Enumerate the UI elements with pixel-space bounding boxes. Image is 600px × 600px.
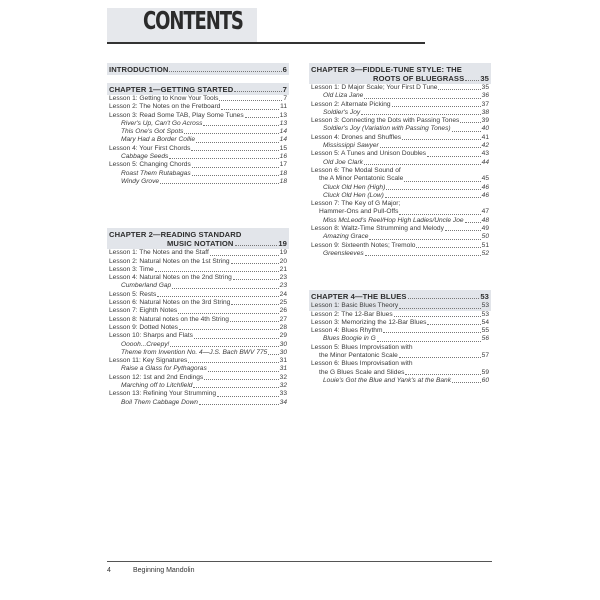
leader-dots [385, 197, 481, 198]
chapter-2-page: 19 [278, 238, 287, 248]
entry-page: 30 [279, 340, 287, 348]
leader-dots [452, 382, 481, 383]
entry-page: 16 [279, 153, 287, 161]
entry-page: 36 [481, 92, 489, 100]
toc-lesson-entry[interactable] [309, 84, 491, 92]
leader-dots [394, 316, 481, 317]
leader-dots [203, 125, 278, 126]
entry-page: 42 [481, 142, 489, 150]
entry-page: 24 [279, 290, 287, 298]
leader-dots [192, 175, 279, 176]
toc-lesson-entry[interactable] [309, 101, 491, 109]
entry-page: 59 [481, 368, 489, 376]
toc-tune-entry[interactable] [107, 128, 289, 136]
footer-book-title: Beginning Mandolin [133, 567, 195, 574]
leader-dots [402, 139, 481, 140]
leader-dots [380, 147, 481, 148]
entry-page: 13 [279, 119, 287, 127]
entry-page: 53 [481, 302, 489, 310]
leader-dots [364, 98, 480, 99]
entry-page: 52 [481, 249, 489, 257]
entry-page: 28 [279, 323, 287, 331]
toc-lesson-entry[interactable] [107, 249, 289, 257]
toc-tune-entry[interactable] [309, 233, 491, 241]
toc-tune-entry[interactable] [107, 153, 289, 161]
leader-dots [169, 71, 281, 72]
leader-dots [196, 142, 279, 143]
footer-rule [107, 561, 492, 562]
entry-page: 41 [481, 133, 489, 141]
leader-dots [408, 298, 480, 299]
toc-tune-entry[interactable] [107, 382, 289, 390]
entry-page: 40 [481, 125, 489, 133]
toc-lesson-entry[interactable] [309, 344, 491, 352]
leader-dots [160, 183, 279, 184]
toc-lesson-entry[interactable] [107, 266, 289, 274]
entry-title: the A Minor Pentatonic Scale [319, 175, 404, 183]
toc-tune-entry[interactable] [107, 170, 289, 178]
leader-dots [210, 255, 279, 256]
entry-title: Lesson 3: Memorizing the 12-Bar Blues [311, 318, 427, 326]
toc-left-column [107, 63, 289, 407]
entry-title: River's Up, Can't Go Across [121, 119, 203, 127]
entry-title: Lesson 2: The 12-Bar Blues [311, 310, 393, 318]
entry-page: 14 [279, 136, 287, 144]
entry-page: 45 [481, 175, 489, 183]
toc-lesson-entry[interactable] [107, 324, 289, 332]
entry-page: 30 [279, 348, 287, 356]
entry-page: 29 [279, 332, 287, 340]
toc-lesson-entry[interactable] [107, 307, 289, 315]
entry-title: Lesson 10: Sharps and Flats [109, 332, 193, 340]
toc-lesson-entry[interactable] [309, 360, 491, 368]
entry-title: Lesson 1: Getting to Know Your Tools [109, 95, 219, 102]
leader-dots [231, 304, 278, 305]
entry-page: 46 [481, 183, 489, 191]
toc-right-column [309, 63, 491, 385]
entry-title: Ooooh...Creepy! [121, 340, 170, 348]
chapter-2-heading[interactable] [107, 228, 289, 249]
entry-title: Amazing Grace [323, 233, 369, 241]
toc-lesson-entry[interactable] [107, 291, 289, 299]
chapter-3-heading[interactable] [309, 63, 491, 84]
entry-page: 11 [280, 103, 287, 111]
toc-lesson-entry[interactable] [107, 357, 289, 365]
entry-title: Miss McLeod's Reel/Hop High Ladies/Uncle Joe [323, 216, 464, 224]
entry-title: Lesson 6: The Modal Sound of [311, 166, 401, 174]
leader-dots [245, 117, 279, 118]
toc-tune-entry[interactable] [107, 341, 289, 349]
entry-title: Lesson 2: The Notes on the Fretboard [109, 103, 221, 111]
entry-page: 47 [481, 208, 489, 216]
toc-tune-entry[interactable] [309, 109, 491, 117]
entry-page: 39 [481, 117, 489, 125]
entry-page: 31 [279, 365, 287, 373]
entry-page: 23 [279, 282, 287, 290]
toc-lesson-entry[interactable] [309, 167, 491, 175]
chapter-1-heading[interactable] [107, 83, 289, 95]
toc-lesson-entry[interactable] [309, 134, 491, 142]
entry-page: 60 [481, 376, 489, 384]
entry-title: Lesson 5: Changing Chords [109, 161, 191, 169]
entry-title: Lesson 3: Time [109, 265, 154, 273]
entry-title: Lesson 4: Drones and Shuffles [311, 133, 402, 141]
entry-page: 15 [279, 144, 287, 152]
toc-tune-entry[interactable] [309, 159, 491, 167]
entry-title: Soldier's Joy [323, 108, 361, 116]
leader-dots [416, 247, 480, 248]
toc-lesson-entry[interactable] [107, 274, 289, 282]
entry-title: Mary Had a Border Collie [121, 136, 196, 144]
entry-page: 18 [279, 177, 287, 185]
entry-title: Lesson 5: Rests [109, 290, 157, 298]
leader-dots [179, 329, 279, 330]
toc-intro[interactable] [107, 63, 289, 75]
leader-dots [427, 156, 481, 157]
leader-dots [231, 263, 279, 264]
entry-title: Marching off to Litchfield [121, 382, 193, 390]
chapter-4-label: CHAPTER 4—THE BLUES [311, 291, 407, 301]
leader-dots [194, 338, 279, 339]
toc-tune-entry[interactable] [309, 377, 491, 385]
chapter-3-label-line2: ROOTS OF BLUEGRASS [373, 73, 465, 83]
entry-page: 20 [279, 257, 287, 265]
entry-page: 7 [283, 95, 287, 102]
intro-page: 6 [282, 64, 287, 74]
entry-page: 37 [481, 100, 489, 108]
entry-title: Greensleeves [323, 249, 364, 257]
toc-lesson-entry[interactable] [309, 175, 491, 183]
entry-page: 35 [481, 84, 489, 91]
leader-dots [399, 214, 480, 215]
leader-dots [438, 89, 480, 90]
toc-lesson-entry[interactable] [309, 369, 491, 377]
leader-dots [361, 114, 480, 115]
leader-dots [170, 346, 278, 347]
entry-title: Cabbage Seeds [121, 153, 169, 161]
entry-page: 13 [279, 111, 287, 119]
entry-page: 32 [279, 373, 287, 381]
entry-page: 49 [481, 225, 489, 233]
entry-page: 18 [279, 169, 287, 177]
entry-title: Boil Them Cabbage Down [121, 398, 198, 406]
chapter-3-label-line1: CHAPTER 3—FIDDLE-TUNE STYLE: THE [311, 64, 462, 74]
toc-lesson-entry[interactable] [309, 225, 491, 233]
entry-title: Old Liza Jane [323, 92, 364, 100]
leader-dots [193, 387, 278, 388]
toc-tune-entry[interactable] [309, 125, 491, 133]
toc-tune-entry[interactable] [107, 120, 289, 128]
entry-page: 57 [481, 352, 489, 360]
toc-lesson-entry[interactable] [107, 316, 289, 324]
toc-lesson-entry[interactable] [107, 258, 289, 266]
entry-title: Cumberland Gap [121, 282, 172, 290]
title-rule [107, 42, 425, 44]
entry-page: 48 [481, 216, 489, 224]
leader-dots [377, 341, 481, 342]
entry-title: Old Joe Clark [323, 158, 363, 166]
toc-lesson-entry[interactable] [107, 95, 289, 103]
entry-page: 44 [481, 158, 489, 166]
entry-page: 38 [481, 108, 489, 116]
page-title: CONTENTS [143, 6, 243, 35]
chapter-1-page: 7 [282, 84, 287, 94]
entry-page: 31 [279, 357, 287, 365]
toc-lesson-entry[interactable] [309, 200, 491, 208]
leader-dots [365, 255, 481, 256]
entry-title: Lesson 5: Blues Improvisation with [311, 343, 413, 351]
entry-title: Lesson 7: Eighth Notes [109, 307, 178, 315]
entry-title: Lesson 4: Blues Rhythm [311, 327, 383, 335]
leader-dots [405, 374, 480, 375]
leader-dots [364, 164, 481, 165]
entry-title: Soldier's Joy (Variation with Passing Tones) [323, 125, 451, 133]
entry-page: 55 [481, 327, 489, 335]
entry-page: 23 [279, 274, 287, 282]
toc-lesson-entry[interactable] [309, 117, 491, 125]
toc-lesson-entry[interactable] [107, 103, 289, 111]
toc-tune-entry[interactable] [107, 178, 289, 186]
leader-dots [233, 279, 279, 280]
entry-page: 33 [279, 390, 287, 398]
leader-dots [235, 245, 278, 246]
leader-dots [208, 371, 279, 372]
entry-page: 19 [279, 249, 287, 257]
entry-title: Lesson 3: Connecting the Dots with Passing Tones [311, 117, 460, 125]
entry-title: Raise a Glass for Pythagoras [121, 365, 207, 373]
entry-title: Lesson 5: A Tunes and Unison Doubles [311, 150, 427, 158]
entry-title: Louie's Got the Blue and Yank's at the Bank [323, 376, 452, 384]
toc-lesson-entry[interactable] [107, 374, 289, 382]
entry-title: This One's Got Spots [121, 128, 184, 136]
leader-dots [169, 158, 278, 159]
entry-title: Lesson 6: Blues Improvisation with [311, 360, 413, 368]
entry-title: the G Blues Scale and Slides [319, 368, 405, 376]
entry-title: Lesson 2: Alternate Picking [311, 100, 391, 108]
toc-lesson-entry[interactable] [309, 302, 491, 310]
toc-lesson-entry[interactable] [107, 390, 289, 398]
leader-dots [427, 324, 480, 325]
toc-lesson-entry[interactable] [309, 150, 491, 158]
toc-tune-entry[interactable] [309, 92, 491, 100]
entry-title: the Minor Pentatonic Scale [319, 352, 398, 360]
toc-tune-entry[interactable] [309, 217, 491, 225]
leader-dots [399, 357, 481, 358]
leader-dots [178, 313, 278, 314]
entry-page: 54 [481, 318, 489, 326]
entry-title: Lesson 2: Natural Notes on the 1st String [109, 257, 230, 265]
toc-lesson-entry[interactable] [309, 352, 491, 360]
leader-dots [172, 288, 278, 289]
entry-title: Mississippi Sawyer [323, 142, 379, 150]
toc-tune-entry[interactable] [107, 399, 289, 407]
entry-page: 51 [481, 241, 489, 249]
chapter-2-entries [107, 249, 289, 407]
entry-title: Cluck Old Hen (Low) [323, 191, 384, 199]
toc-lesson-entry[interactable] [107, 299, 289, 307]
leader-dots [234, 91, 281, 92]
leader-dots [191, 150, 278, 151]
leader-dots [465, 222, 481, 223]
leader-dots [217, 396, 279, 397]
toc-lesson-entry[interactable] [309, 311, 491, 319]
footer-page-number: 4 [107, 567, 111, 574]
entry-title: Lesson 1: D Major Scale; Your First D Tune [311, 84, 438, 91]
entry-title: Hammer-Ons and Pull-Offs [319, 208, 399, 216]
entry-title: Lesson 9: Sixteenth Notes; Tremolo [311, 241, 416, 249]
leader-dots [465, 80, 479, 81]
leader-dots [392, 106, 481, 107]
chapter-3-page: 35 [480, 73, 489, 83]
leader-dots [445, 230, 481, 231]
chapter-4-entries [309, 302, 491, 385]
toc-tune-entry[interactable] [309, 250, 491, 258]
toc-tune-entry[interactable] [309, 335, 491, 343]
entry-page: 32 [279, 382, 287, 390]
entry-title: Lesson 1: Basic Blues Theory [311, 302, 399, 310]
toc-tune-entry[interactable] [107, 349, 289, 357]
toc-tune-entry[interactable] [309, 192, 491, 200]
entry-page: 14 [279, 128, 287, 136]
toc-lesson-entry[interactable] [107, 332, 289, 340]
toc-tune-entry[interactable] [107, 365, 289, 373]
leader-dots [386, 189, 480, 190]
entry-title: Lesson 9: Dotted Notes [109, 323, 178, 331]
toc-lesson-entry[interactable] [309, 327, 491, 335]
leader-dots [199, 404, 279, 405]
leader-dots [192, 167, 279, 168]
toc-lesson-entry[interactable] [309, 319, 491, 327]
entry-title: Windy Grove [121, 177, 160, 185]
chapter-4-heading[interactable] [309, 290, 491, 302]
leader-dots [452, 131, 481, 132]
entry-title: Roast Them Rutabagas [121, 169, 191, 177]
toc-lesson-entry[interactable] [309, 242, 491, 250]
entry-page: 25 [279, 299, 287, 307]
leader-dots [268, 354, 278, 355]
entry-title: Lesson 13: Refining Your Strumming [109, 390, 217, 398]
chapter-1-entries [107, 95, 289, 186]
entry-page: 50 [481, 233, 489, 241]
entry-title: Lesson 4: Natural Notes on the 2nd String [109, 274, 232, 282]
leader-dots [369, 239, 480, 240]
entry-title: Cluck Old Hen (High) [323, 183, 386, 191]
intro-label: INTRODUCTION [109, 64, 169, 74]
entry-title: Theme from Invention No. 4—J.S. Bach BWV 775 [121, 348, 268, 356]
leader-dots [188, 362, 278, 363]
entry-page: 26 [279, 307, 287, 315]
entry-page: 53 [481, 310, 489, 318]
toc-lesson-entry[interactable] [107, 145, 289, 153]
toc-tune-entry[interactable] [309, 142, 491, 150]
entry-page: 43 [481, 150, 489, 158]
entry-page: 34 [279, 398, 287, 406]
leader-dots [155, 271, 279, 272]
toc-lesson-entry[interactable] [107, 112, 289, 120]
entry-title: Lesson 6: Natural Notes on the 3rd String [109, 299, 231, 307]
entry-page: 17 [279, 161, 287, 169]
entry-title: Lesson 3: Read Some TAB, Play Some Tunes [109, 111, 244, 119]
toc-lesson-entry[interactable] [107, 161, 289, 169]
toc-tune-entry[interactable] [107, 136, 289, 144]
entry-title: Blues Boogie in G [323, 335, 376, 343]
chapter-1-label: CHAPTER 1—GETTING STARTED [109, 84, 234, 94]
leader-dots [204, 379, 278, 380]
leader-dots [399, 308, 481, 309]
leader-dots [184, 133, 278, 134]
chapter-3-entries [309, 84, 491, 258]
entry-title: Lesson 11: Key Signatures [109, 357, 188, 365]
leader-dots [230, 321, 279, 322]
chapter-2-label-line2: MUSIC NOTATION [167, 238, 234, 248]
toc-tune-entry[interactable] [107, 282, 289, 290]
entry-page: 46 [481, 191, 489, 199]
leader-dots [383, 332, 480, 333]
leader-dots [157, 296, 278, 297]
toc-lesson-entry[interactable] [309, 208, 491, 216]
chapter-2-label-line1: CHAPTER 2—READING STANDARD [109, 229, 242, 239]
entry-page: 27 [279, 315, 287, 323]
toc-tune-entry[interactable] [309, 184, 491, 192]
entry-title: Lesson 8: Natural notes on the 4th String [109, 315, 229, 323]
entry-page: 21 [279, 265, 287, 273]
entry-title: Lesson 7: The Key of G Major; [311, 200, 401, 208]
chapter-4-page: 53 [480, 291, 489, 301]
entry-page: 56 [481, 335, 489, 343]
leader-dots [221, 109, 279, 110]
leader-dots [404, 181, 480, 182]
leader-dots [460, 122, 480, 123]
leader-dots [219, 100, 282, 101]
entry-title: Lesson 1: The Notes and the Staff [109, 249, 209, 257]
entry-title: Lesson 12: 1st and 2nd Endings [109, 373, 204, 381]
entry-title: Lesson 4: Your First Chords [109, 144, 191, 152]
entry-title: Lesson 8: Waltz-Time Strumming and Melody [311, 225, 444, 233]
